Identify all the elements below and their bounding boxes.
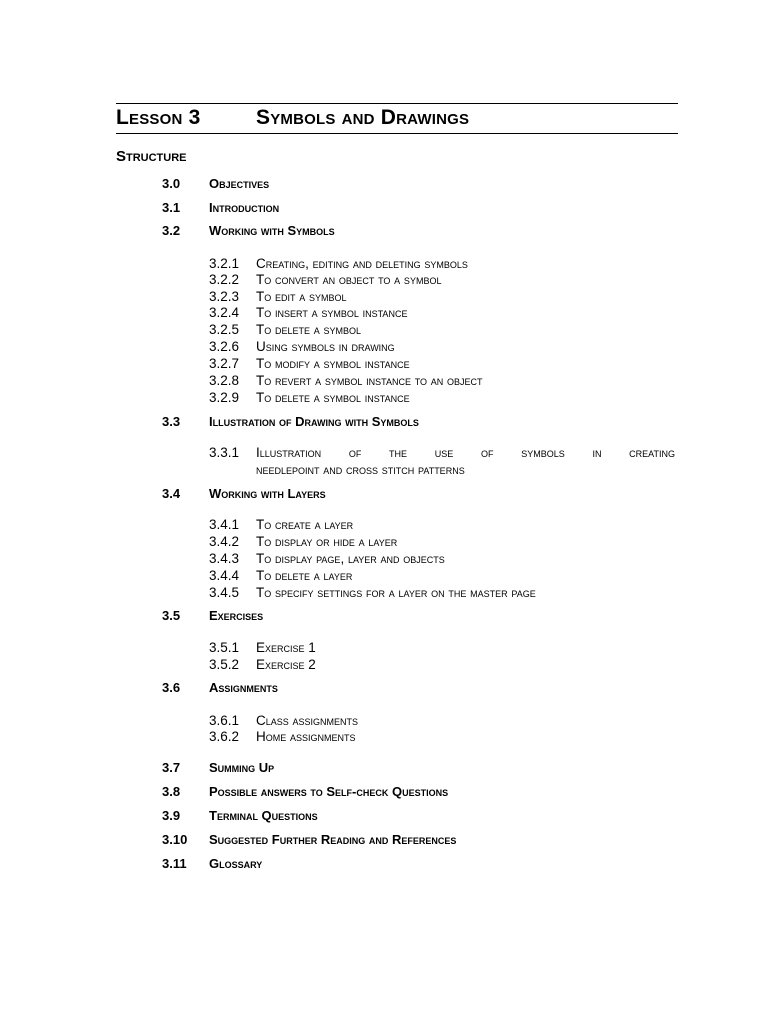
subsection-title: To modify a symbol instance bbox=[256, 356, 410, 371]
subsection-number: 3.2.3 bbox=[209, 289, 240, 304]
toc-subsection bbox=[209, 728, 356, 745]
subsection-number: 3.6.2 bbox=[209, 729, 240, 744]
subsection-number: 3.2.4 bbox=[209, 305, 240, 320]
bottom-rule bbox=[116, 133, 678, 134]
toc-section bbox=[162, 783, 448, 801]
toc-subsection bbox=[209, 389, 410, 406]
toc-section bbox=[162, 855, 262, 873]
section-title: Suggested Further Reading and References bbox=[209, 832, 457, 847]
section-number: 3.8 bbox=[162, 784, 181, 799]
subsection-number: 3.2.6 bbox=[209, 339, 240, 354]
subsection-title: Using symbols in drawing bbox=[256, 339, 395, 354]
subsection-number: 3.2.2 bbox=[209, 272, 240, 287]
toc-subsection bbox=[209, 445, 675, 478]
section-title: Working with Symbols bbox=[209, 223, 335, 238]
subsection-number: 3.5.2 bbox=[209, 657, 240, 672]
subsection-title: To display page, layer and objects bbox=[256, 551, 445, 566]
subsection-title: Exercise 1 bbox=[256, 640, 316, 655]
section-number: 3.11 bbox=[162, 856, 187, 871]
toc-subsection bbox=[209, 656, 316, 673]
subsection-title: To create a layer bbox=[256, 517, 354, 532]
subsection-title: To convert an object to a symbol bbox=[256, 272, 442, 287]
subsection-title: Home assignments bbox=[256, 729, 356, 744]
section-title: Terminal Questions bbox=[209, 808, 318, 823]
subsection-number: 3.5.1 bbox=[209, 640, 240, 655]
section-title: Summing Up bbox=[209, 760, 275, 775]
toc-section bbox=[162, 413, 419, 431]
toc-section bbox=[162, 607, 263, 625]
toc-subsection bbox=[209, 712, 358, 729]
toc-subsection bbox=[209, 255, 468, 272]
subsection-number: 3.4.1 bbox=[209, 517, 240, 532]
subsection-title: To display or hide a layer bbox=[256, 534, 398, 549]
subsection-number: 3.4.2 bbox=[209, 534, 240, 549]
toc-subsection bbox=[209, 567, 352, 584]
lesson-number: Lesson 3 bbox=[116, 106, 201, 129]
toc-subsection bbox=[209, 550, 445, 567]
subsection-title: To delete a symbol instance bbox=[256, 390, 410, 405]
section-title: Illustration of Drawing with Symbols bbox=[209, 414, 419, 429]
subsection-number: 3.2.5 bbox=[209, 322, 240, 337]
toc-section bbox=[162, 807, 318, 825]
toc-subsection bbox=[209, 355, 410, 372]
subsection-title: To delete a layer bbox=[256, 568, 353, 583]
section-number: 3.3 bbox=[162, 414, 181, 429]
subsection-title: To specify settings for a layer on the master page bbox=[256, 585, 536, 600]
toc-subsection bbox=[209, 338, 395, 355]
section-title: Introduction bbox=[209, 200, 280, 215]
toc-subsection bbox=[209, 639, 316, 656]
subsection-number: 3.2.9 bbox=[209, 390, 240, 405]
toc-subsection bbox=[209, 321, 361, 338]
section-number: 3.5 bbox=[162, 608, 181, 623]
toc-subsection bbox=[209, 584, 536, 601]
toc-section bbox=[162, 485, 326, 503]
section-title: Exercises bbox=[209, 608, 264, 623]
toc-section bbox=[162, 175, 269, 193]
subsection-number: 3.4.5 bbox=[209, 585, 240, 600]
subsection-title-line-2: needlepoint and cross stitch patterns bbox=[256, 461, 465, 477]
section-number: 3.10 bbox=[162, 832, 188, 847]
section-title: Glossary bbox=[209, 856, 263, 871]
subsection-number: 3.2.1 bbox=[209, 256, 240, 271]
structure-heading: Structure bbox=[116, 148, 187, 165]
subsection-number: 3.4.3 bbox=[209, 551, 240, 566]
toc-section bbox=[162, 679, 278, 697]
section-title: Objectives bbox=[209, 176, 270, 191]
toc-subsection bbox=[209, 304, 407, 321]
subsection-number: 3.3.1 bbox=[209, 445, 240, 460]
toc-subsection bbox=[209, 372, 483, 389]
lesson-heading bbox=[116, 104, 678, 132]
subsection-title-line-1: Illustration of the use of symbols in creating bbox=[256, 445, 675, 460]
section-number: 3.7 bbox=[162, 760, 181, 775]
section-title: Possible answers to Self-check Questions bbox=[209, 784, 449, 799]
subsection-number: 3.2.7 bbox=[209, 356, 240, 371]
subsection-title: To insert a symbol instance bbox=[256, 305, 408, 320]
subsection-title: Exercise 2 bbox=[256, 657, 316, 672]
section-number: 3.9 bbox=[162, 808, 181, 823]
section-number: 3.4 bbox=[162, 486, 181, 501]
subsection-title: Class assignments bbox=[256, 713, 359, 728]
lesson-title: Symbols and Drawings bbox=[256, 106, 470, 129]
subsection-number: 3.6.1 bbox=[209, 713, 240, 728]
section-title: Assignments bbox=[209, 680, 278, 695]
subsection-number: 3.4.4 bbox=[209, 568, 240, 583]
toc-section bbox=[162, 199, 279, 217]
subsection-title: To revert a symbol instance to an object bbox=[256, 373, 483, 388]
section-number: 3.6 bbox=[162, 680, 181, 695]
subsection-title: To delete a symbol bbox=[256, 322, 362, 337]
toc-subsection bbox=[209, 288, 347, 305]
toc-section bbox=[162, 759, 274, 777]
toc-subsection bbox=[209, 533, 397, 550]
section-number: 3.1 bbox=[162, 200, 181, 215]
toc-subsection bbox=[209, 271, 441, 288]
section-title: Working with Layers bbox=[209, 486, 326, 501]
subsection-number: 3.2.8 bbox=[209, 373, 240, 388]
subsection-title: Creating, editing and deleting symbols bbox=[256, 256, 468, 271]
toc-subsection bbox=[209, 516, 353, 533]
toc-section bbox=[162, 831, 456, 849]
toc-section bbox=[162, 222, 335, 240]
subsection-title: To edit a symbol bbox=[256, 289, 347, 304]
section-number: 3.2 bbox=[162, 223, 181, 238]
section-number: 3.0 bbox=[162, 176, 181, 191]
